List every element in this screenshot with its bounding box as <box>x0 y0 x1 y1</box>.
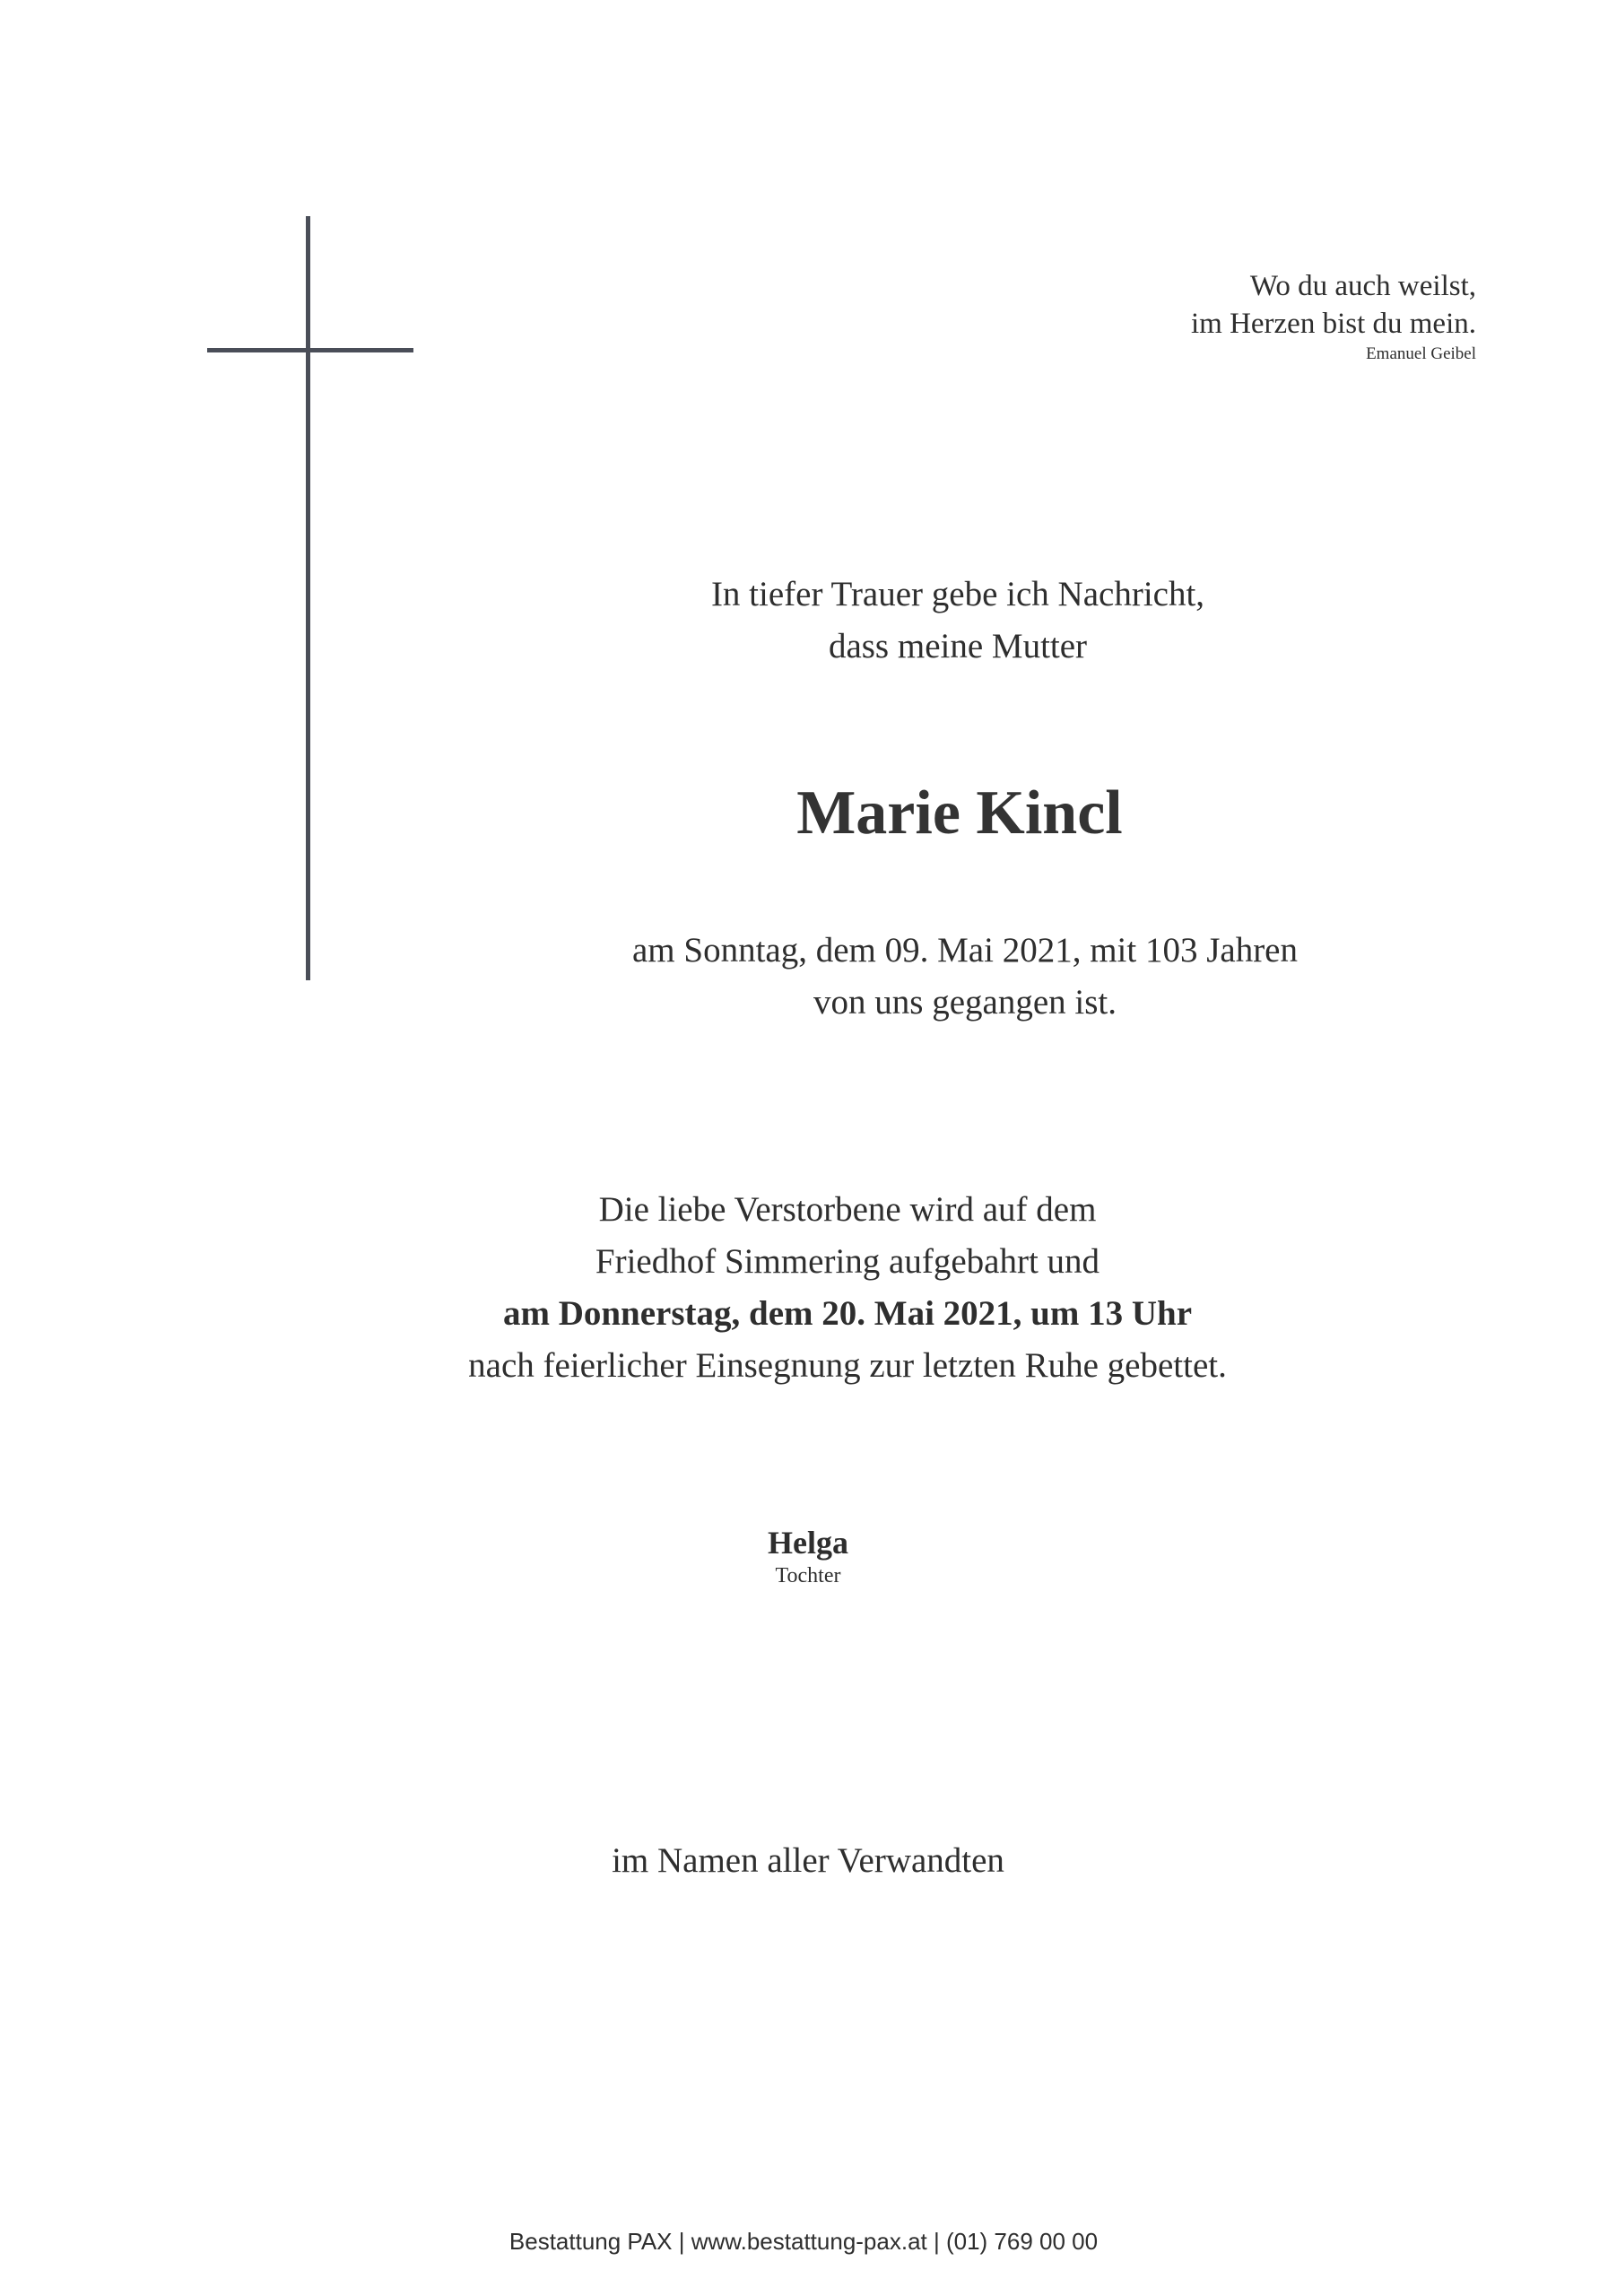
death-line-1: am Sonntag, dem 09. Mai 2021, mit 103 Jahren <box>632 931 1298 970</box>
motto-line-1: Wo du auch weilst, <box>1249 270 1476 302</box>
funeral-info <box>399 1184 1296 1392</box>
mourner-name: Helga <box>768 1525 848 1561</box>
funeral-line-2: Friedhof Simmering aufgebahrt und <box>595 1242 1100 1281</box>
cross-vertical-bar <box>306 216 310 980</box>
motto-quote <box>759 267 1476 366</box>
announcement-intro <box>599 569 1317 673</box>
mourner-relation: Tochter <box>775 1564 841 1587</box>
funeral-line-1: Die liebe Verstorbene wird auf dem <box>598 1190 1097 1229</box>
footer-contact: Bestattung PAX | www.bestattung-pax.at | (01) 769 00 00 <box>508 2228 1099 2255</box>
funeral-line-4: nach feierlicher Einsegnung zur letzten Ruhe gebettet. <box>468 1346 1227 1385</box>
deceased-name: Marie Kincl <box>796 778 1123 848</box>
closing-text: im Namen aller Verwandten <box>612 1841 1004 1880</box>
motto-line-2: im Herzen bist du mein. <box>1190 308 1476 340</box>
death-line-2: von uns gegangen ist. <box>813 983 1117 1022</box>
intro-line-1: In tiefer Trauer gebe ich Nachricht, <box>710 575 1205 613</box>
motto-author: Emanuel Geibel <box>1366 344 1476 363</box>
cross-horizontal-bar <box>207 348 413 352</box>
mourner-signature <box>674 1523 943 1589</box>
death-info <box>494 925 1436 1029</box>
funeral-date-time: am Donnerstag, dem 20. Mai 2021, um 13 Uhr <box>502 1294 1193 1333</box>
intro-line-2: dass meine Mutter <box>828 627 1088 665</box>
